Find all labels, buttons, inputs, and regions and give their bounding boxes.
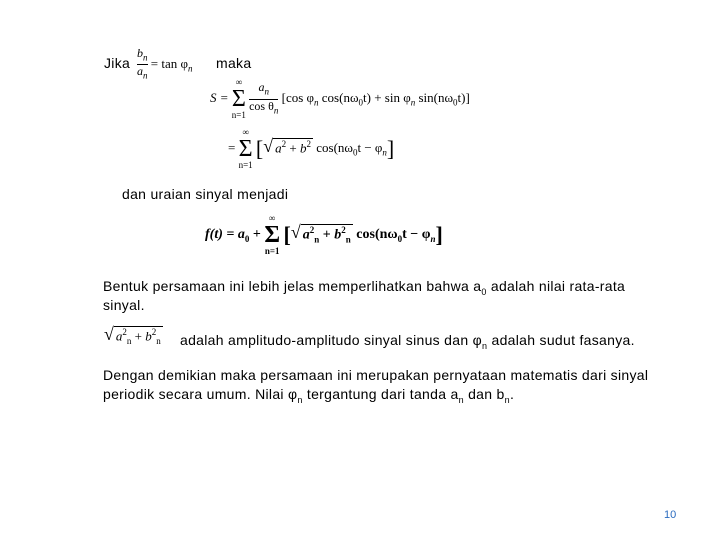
eq2-lhs: = xyxy=(228,139,236,155)
bentuk-text-1: Bentuk persamaan ini lebih jelas memperlihatkan bahwa a xyxy=(103,278,482,294)
f-plus: + xyxy=(249,227,261,243)
bentuk-text-2: adalah nilai rata-rata xyxy=(486,278,626,294)
S-bracket: [cos φ xyxy=(281,89,315,105)
tan-rhs: = tan φ xyxy=(150,55,188,71)
dengan-text-c: dan b xyxy=(463,386,505,402)
S-bracket-rest2: t) + sin φ xyxy=(363,89,411,105)
sub: n xyxy=(430,234,436,245)
S-frac-num: a xyxy=(258,80,265,95)
dengan-line-2 xyxy=(103,386,514,405)
jika-label: Jika xyxy=(104,55,131,71)
sub: 0 xyxy=(397,234,403,245)
sub: n xyxy=(297,394,303,405)
eq2-end: t − φ xyxy=(357,139,383,155)
page-number: 10 xyxy=(664,509,677,521)
S-bracket-end: t)] xyxy=(457,89,470,105)
sub: 0 xyxy=(352,147,358,158)
amp-text-2: adalah sudut fasanya. xyxy=(487,332,635,348)
frac-den: a xyxy=(137,64,143,79)
sub: 0 xyxy=(481,286,487,297)
sum-symbol-2: ∞ Σ n=1 xyxy=(238,127,253,170)
sub: n xyxy=(382,147,387,158)
sub: 0 xyxy=(244,234,250,245)
amplitude-text xyxy=(180,332,635,351)
sum-symbol-3: ∞ Σ n=1 xyxy=(264,213,281,256)
sub: 0 xyxy=(358,97,363,108)
amplitude-equation: = ∞ Σ n=1 [√ $a^2 + b^2$ $\cos(n\omega_0t - \varphi_n]$ xyxy=(228,127,395,170)
S-equation xyxy=(210,78,470,120)
f-equation: $f(t) = a_0$ + ∞ Σ n=1 [√ $a^2_n + b^2_n$ $\cos(n\omega_0t - \varphi_n]$ xyxy=(205,213,443,256)
sum-lower: n=1 xyxy=(264,246,280,256)
tan-phi-equation xyxy=(137,47,192,83)
bentuk-line-2: sinyal. xyxy=(103,297,145,313)
sub: n xyxy=(143,70,148,81)
amp-text-1: adalah amplitudo-amplitudo sinyal sinus dan φ xyxy=(180,332,482,348)
dengan-line-1: Dengan demikian maka persamaan ini merupakan pernyataan matematis dari sinyal xyxy=(103,367,649,383)
dan-uraian-text: dan uraian sinyal menjadi xyxy=(122,186,289,202)
sub: n xyxy=(264,86,269,97)
sum-upper: ∞ xyxy=(235,77,243,87)
amplitude-formula: √ $a^2_n + b^2_n$ xyxy=(104,324,161,346)
sub: n xyxy=(504,394,510,405)
S-bracket-rest: cos(nω xyxy=(318,89,359,105)
bentuk-line-1 xyxy=(103,278,625,297)
frac-num: b xyxy=(137,46,143,60)
dengan-text-b: tergantung dari tanda a xyxy=(302,386,459,402)
sub: n xyxy=(187,63,193,74)
sum-upper: ∞ xyxy=(242,127,249,137)
f-rest: cos(nω xyxy=(352,227,398,243)
sub: n xyxy=(143,52,148,63)
sub: n xyxy=(273,104,279,115)
sub: n xyxy=(458,394,464,405)
eq2-rest: cos(nω xyxy=(312,139,353,155)
f-end: t − φ xyxy=(402,227,431,243)
maka-label: maka xyxy=(216,55,252,71)
sum-upper: ∞ xyxy=(268,213,276,223)
sub: 0 xyxy=(453,97,458,108)
sum-symbol: ∞ Σ n=1 xyxy=(231,77,246,120)
S-lhs: S = xyxy=(210,89,229,105)
S-bracket-rest3: sin(nω xyxy=(415,89,454,105)
f-lhs: f(t) = a xyxy=(205,227,245,243)
sub: n xyxy=(481,340,488,351)
sum-lower: n=1 xyxy=(231,110,246,120)
sub: n xyxy=(314,97,319,108)
S-frac-den: cos θ xyxy=(249,98,274,113)
dengan-text-d: . xyxy=(509,386,515,402)
sum-lower: n=1 xyxy=(238,160,253,170)
sub: n xyxy=(410,97,416,108)
dengan-text-a: periodik secara umum. Nilai φ xyxy=(103,386,298,402)
